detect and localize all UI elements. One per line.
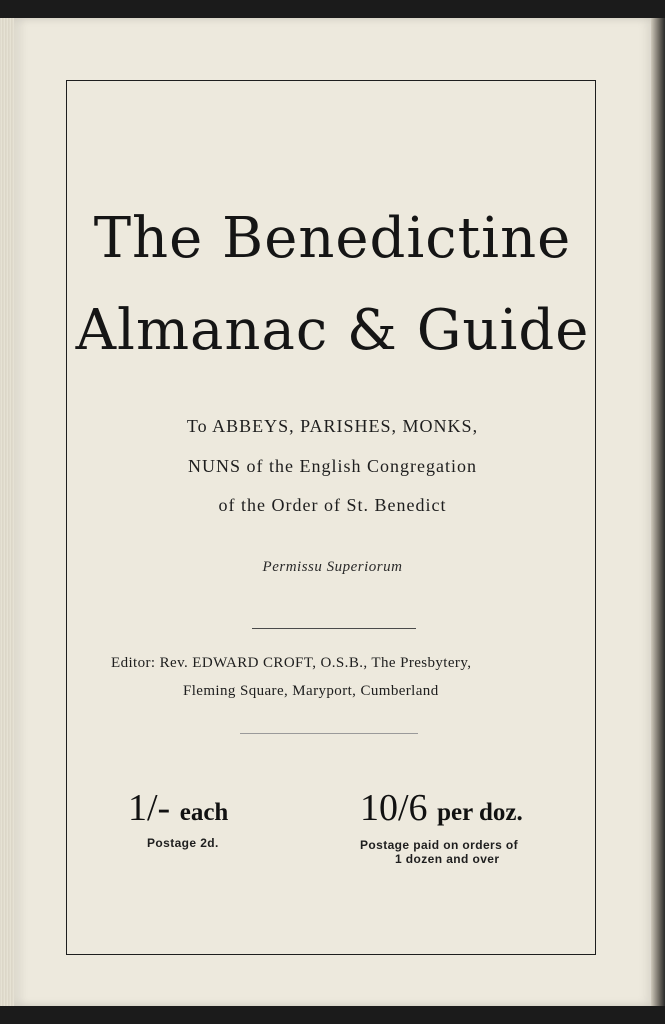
subtitle-line-1: To ABBEYS, PARISHES, MONKS, bbox=[186, 416, 479, 436]
single-price bbox=[128, 786, 228, 830]
subtitle-line-2: NUNS of the English Congregation bbox=[188, 456, 477, 476]
editor-line-1: Editor: Rev. EDWARD CROFT, O.S.B., The Presbytery, bbox=[111, 655, 472, 671]
divider-rule-faint bbox=[240, 733, 418, 734]
dozen-price-value: 10/6 bbox=[360, 787, 428, 829]
dozen-postage-line-2: 1 dozen and over bbox=[395, 852, 500, 866]
editor-line-2: Fleming Square, Maryport, Cumberland bbox=[183, 683, 439, 699]
title-line-2: Almanac & Guide bbox=[75, 298, 590, 363]
single-postage: Postage 2d. bbox=[147, 836, 219, 850]
divider-rule bbox=[252, 628, 416, 629]
dozen-postage-line-1: Postage paid on orders of bbox=[360, 838, 519, 852]
permission-note: Permissu Superiorum bbox=[262, 559, 403, 575]
dozen-price-unit: per doz. bbox=[437, 799, 523, 826]
dozen-price bbox=[360, 786, 523, 830]
title-line-1: The Benedictine bbox=[93, 206, 572, 271]
single-price-value: 1/- bbox=[128, 787, 171, 829]
subtitle-line-3: of the Order of St. Benedict bbox=[218, 495, 447, 515]
single-price-unit: each bbox=[179, 799, 229, 826]
